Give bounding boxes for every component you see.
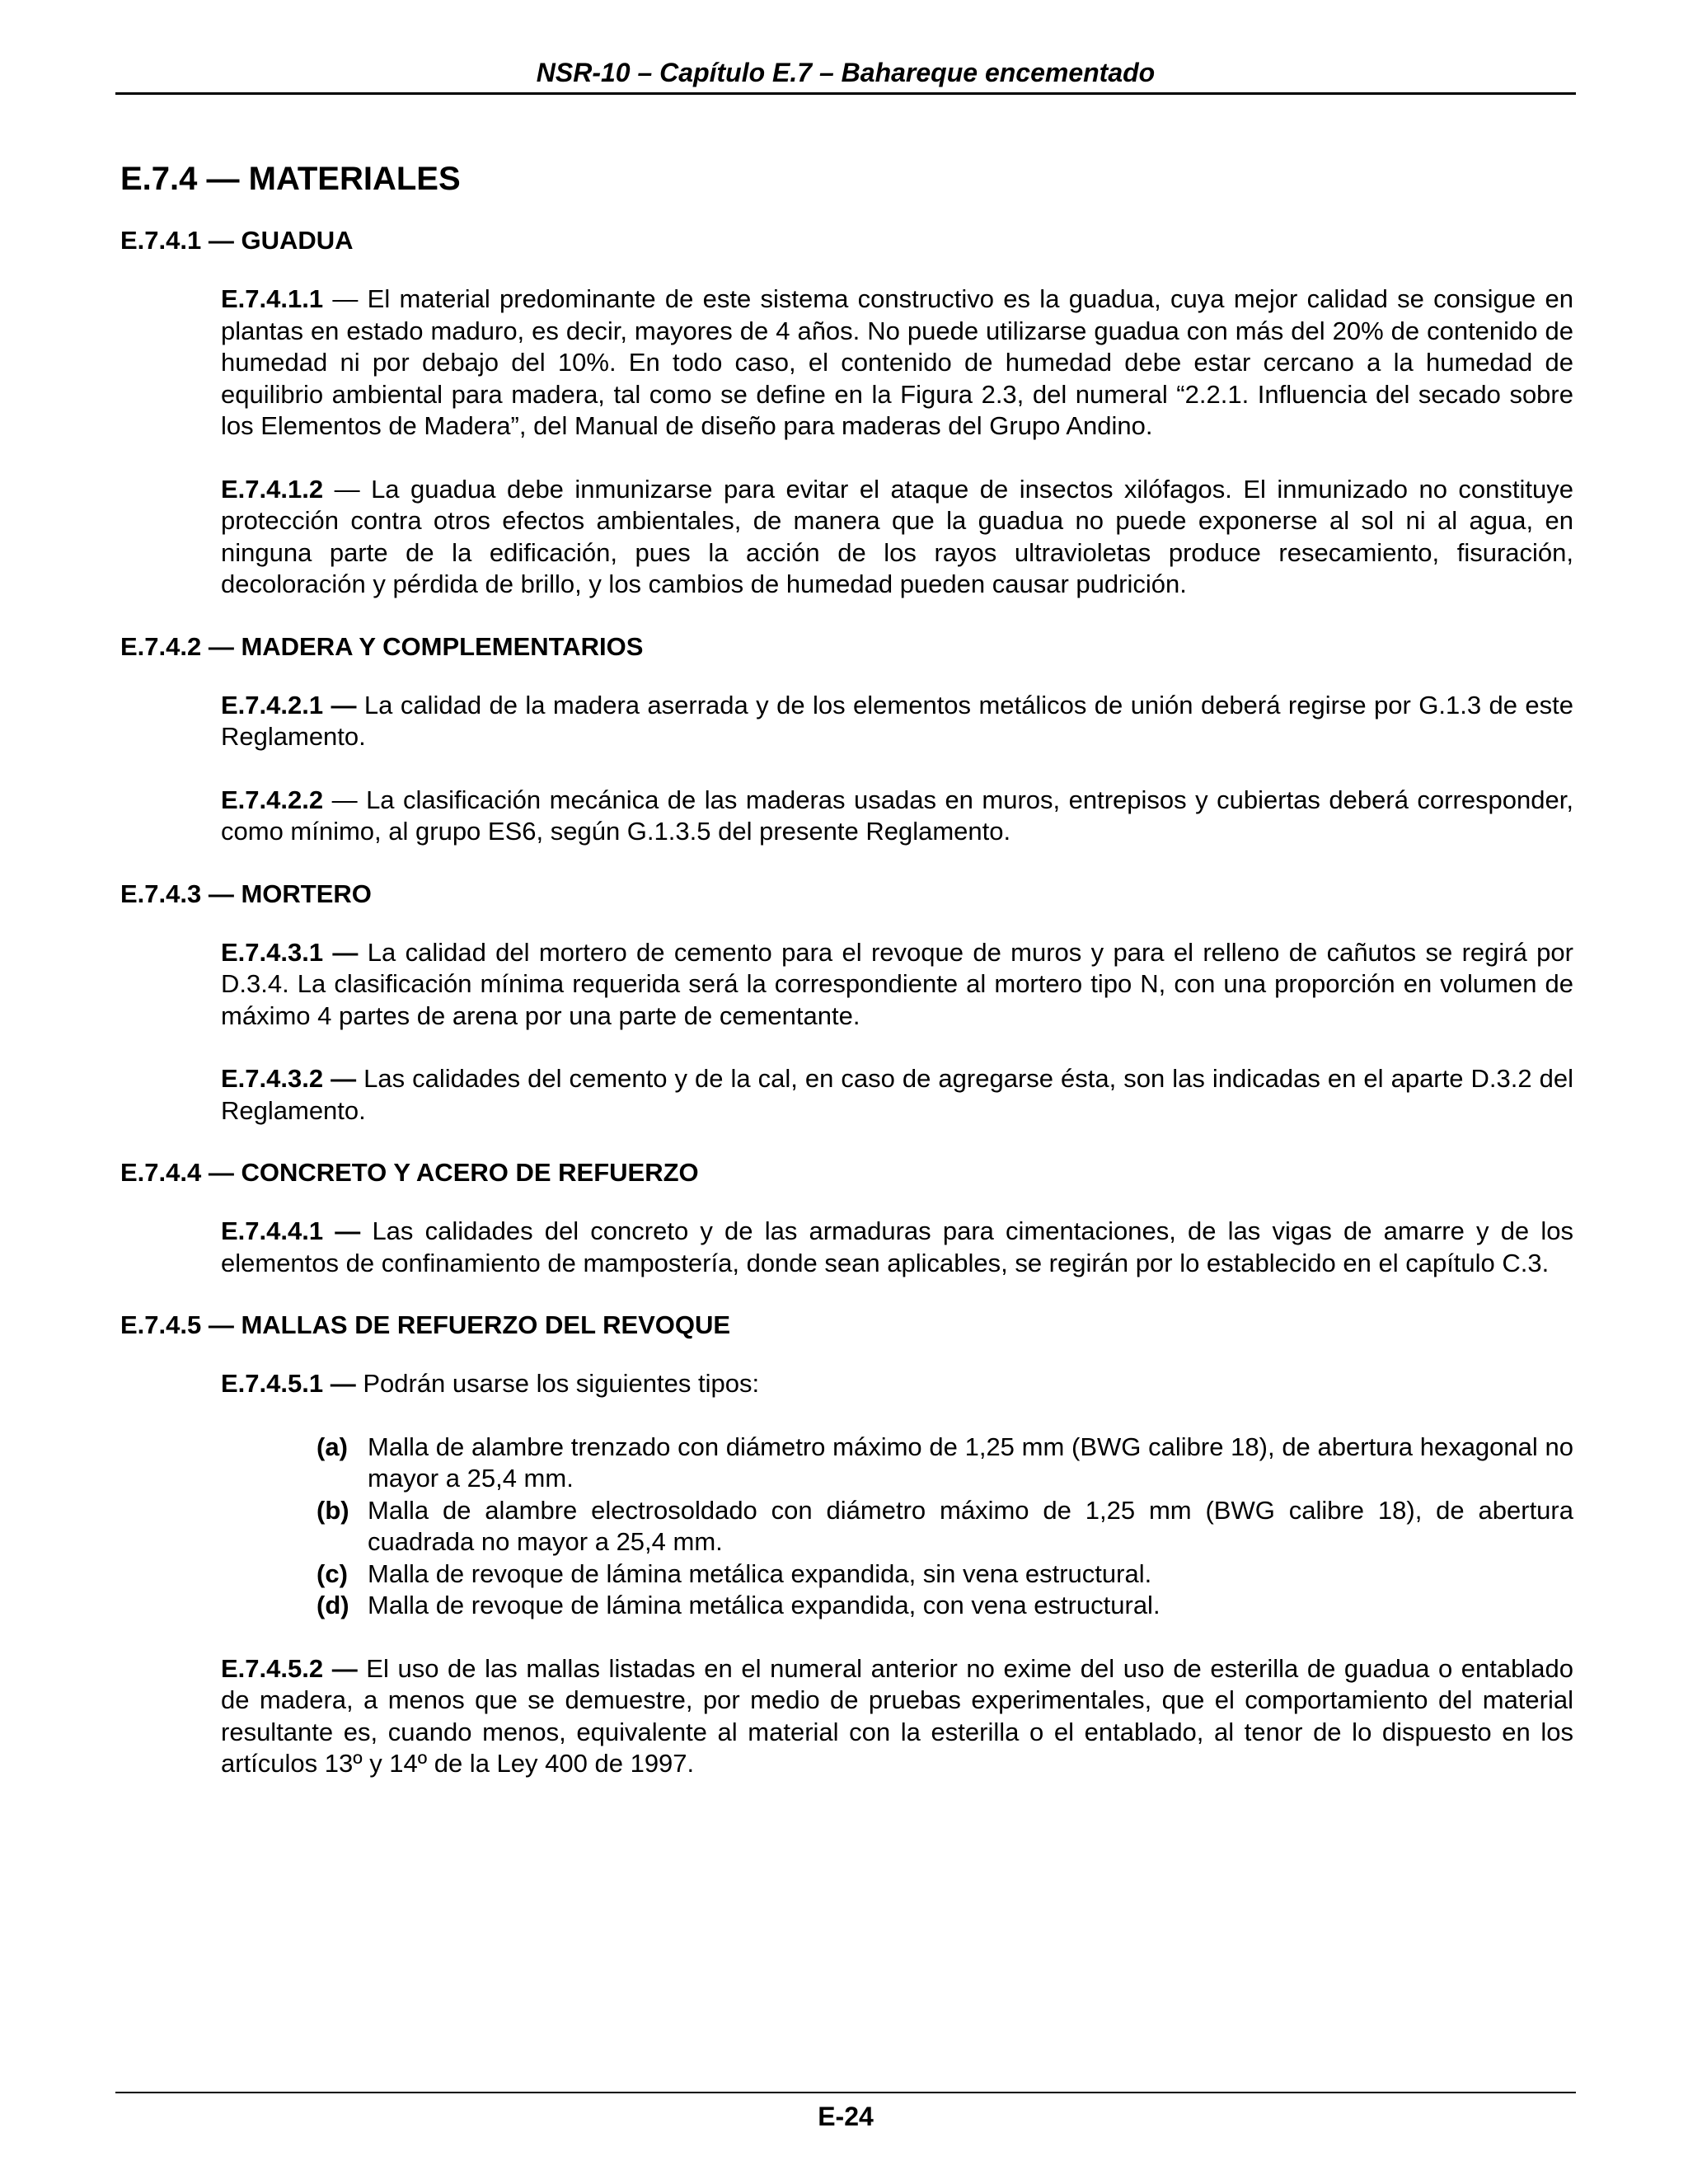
paragraph-text: — El material predominante de este sistema constructivo es la guadua, cuya mejor calidad se consigue en plantas en estado maduro, es decir, mayores de 4 años. No puede utilizarse guadua con más del 20% de contenido de humedad ni por debajo del 10%. En todo caso, el contenido de humedad debe estar cercano a la humedad de equilibrio ambiental para madera, tal como se define en la Figura 2.3, del numeral “2.2.1. Influencia del secado sobre los Elementos de Madera”, del Manual de diseño para maderas del Grupo Andino. xyxy=(221,284,1573,440)
paragraph-e7431 xyxy=(221,937,1573,1033)
list-marker: (c) xyxy=(316,1558,348,1588)
page-number: E-24 xyxy=(818,2102,874,2131)
paragraph-e7411 xyxy=(221,284,1573,443)
footer-rule xyxy=(115,2092,1576,2093)
paragraph-number: E.7.4.2.2 xyxy=(221,785,324,814)
paragraph-e7441 xyxy=(221,1216,1573,1279)
paragraph-e7421 xyxy=(221,690,1573,753)
paragraph-e7452 xyxy=(221,1653,1573,1780)
list-item-text: Malla de revoque de lámina metálica expandida, con vena estructural. xyxy=(368,1591,1160,1619)
paragraph-text: El uso de las mallas listadas en el numeral anterior no exime del uso de esterilla de guadua o entablado de madera, a menos que se demuestre, por medio de pruebas experimentales, que el comportamiento del material resultante es, cuando menos, equivalente al material con la esterilla o el entablado, al tenor de lo dispuesto en los artículos 13º y 14º de la Ley 400 de 1997. xyxy=(221,1653,1573,1778)
paragraph-number: E.7.4.3.2 — xyxy=(221,1064,357,1093)
paragraph-e7432 xyxy=(221,1063,1573,1127)
running-header: NSR-10 – Capítulo E.7 – Bahareque encementado xyxy=(536,58,1156,87)
list-marker: (d) xyxy=(316,1591,349,1619)
header-rule xyxy=(115,92,1576,95)
list-item-text: Malla de revoque de lámina metálica expandida, sin vena estructural. xyxy=(368,1558,1152,1588)
paragraph-e7412 xyxy=(221,474,1573,601)
subsection-heading-madera: E.7.4.2 — MADERA Y COMPLEMENTARIOS xyxy=(120,631,644,661)
paragraph-text: — La clasificación mecánica de las maderas usadas en muros, entrepisos y cubiertas deberá corresponder, como mínimo, al grupo ES6, según G.1.3.5 del presente Reglamento. xyxy=(221,785,1573,846)
paragraph-number: E.7.4.1.1 xyxy=(221,284,324,313)
list-item-text: Malla de alambre trenzado con diámetro máximo de 1,25 mm (BWG calibre 18), de abertura hexagonal no mayor a 25,4 mm. xyxy=(368,1432,1573,1493)
paragraph-text: La calidad del mortero de cemento para el revoque de muros y para el relleno de cañutos se regirá por D.3.4. La clasificación mínima requerida será la correspondiente al mortero tipo N, con una proporción en volumen de máximo 4 partes de arena por una parte de cementante. xyxy=(221,937,1573,1030)
list-marker: (a) xyxy=(316,1432,348,1461)
list-item xyxy=(316,1558,1573,1591)
paragraph-text: Las calidades del concreto y de las armaduras para cimentaciones, de las vigas de amarre y de los elementos de confinamiento de mampostería, donde sean aplicables, se regirán por lo establecido en el capítulo C.3. xyxy=(221,1216,1573,1277)
mesh-types-list xyxy=(316,1432,1573,1622)
subsection-heading-mortero: E.7.4.3 — MORTERO xyxy=(120,879,372,908)
paragraph-number: E.7.4.3.1 — xyxy=(221,937,359,967)
paragraph-number: E.7.4.1.2 xyxy=(221,474,324,504)
list-item-text: Malla de alambre electrosoldado con diámetro máximo de 1,25 mm (BWG calibre 18), de abertura cuadrada no mayor a 25,4 mm. xyxy=(368,1495,1573,1556)
paragraph-text: Podrán usarse los siguientes tipos: xyxy=(355,1369,760,1398)
list-item xyxy=(316,1590,1573,1622)
paragraph-number: E.7.4.5.2 — xyxy=(221,1653,358,1683)
paragraph-e7422 xyxy=(221,785,1573,848)
subsection-heading-concreto: E.7.4.4 — CONCRETO Y ACERO DE REFUERZO xyxy=(120,1158,699,1187)
page-content xyxy=(120,161,1573,1811)
subsection-heading-mallas: E.7.4.5 — MALLAS DE REFUERZO DEL REVOQUE xyxy=(120,1310,731,1339)
paragraph-number: E.7.4.4.1 — xyxy=(221,1216,361,1245)
paragraph-text: La calidad de la madera aserrada y de los elementos metálicos de unión deberá regirse por G.1.3 de este Reglamento. xyxy=(221,690,1573,751)
paragraph-number: E.7.4.2.1 — xyxy=(221,690,357,719)
subsection-heading-guadua: E.7.4.1 — GUADUA xyxy=(120,226,354,255)
list-item xyxy=(316,1495,1573,1558)
paragraph-number: E.7.4.5.1 — xyxy=(221,1369,356,1398)
paragraph-text: Las calidades del cemento y de la cal, en caso de agregarse ésta, son las indicadas en el aparte D.3.2 del Reglamento. xyxy=(221,1064,1573,1125)
list-marker: (b) xyxy=(316,1495,349,1525)
paragraph-text: — La guadua debe inmunizarse para evitar el ataque de insectos xilófagos. El inmunizado no constituye protección contra otros efectos ambientales, de manera que la guadua no puede exponerse al sol ni al agua, en ninguna parte de la edificación, pues la acción de los rayos ultravioletas produce resecamiento, fisuración, decoloración y pérdida de brillo, y los cambios de humedad pueden causar pudrición. xyxy=(221,474,1573,598)
section-title: E.7.4 — MATERIALES xyxy=(120,161,461,197)
list-item xyxy=(316,1432,1573,1495)
paragraph-e7451 xyxy=(221,1368,1573,1400)
